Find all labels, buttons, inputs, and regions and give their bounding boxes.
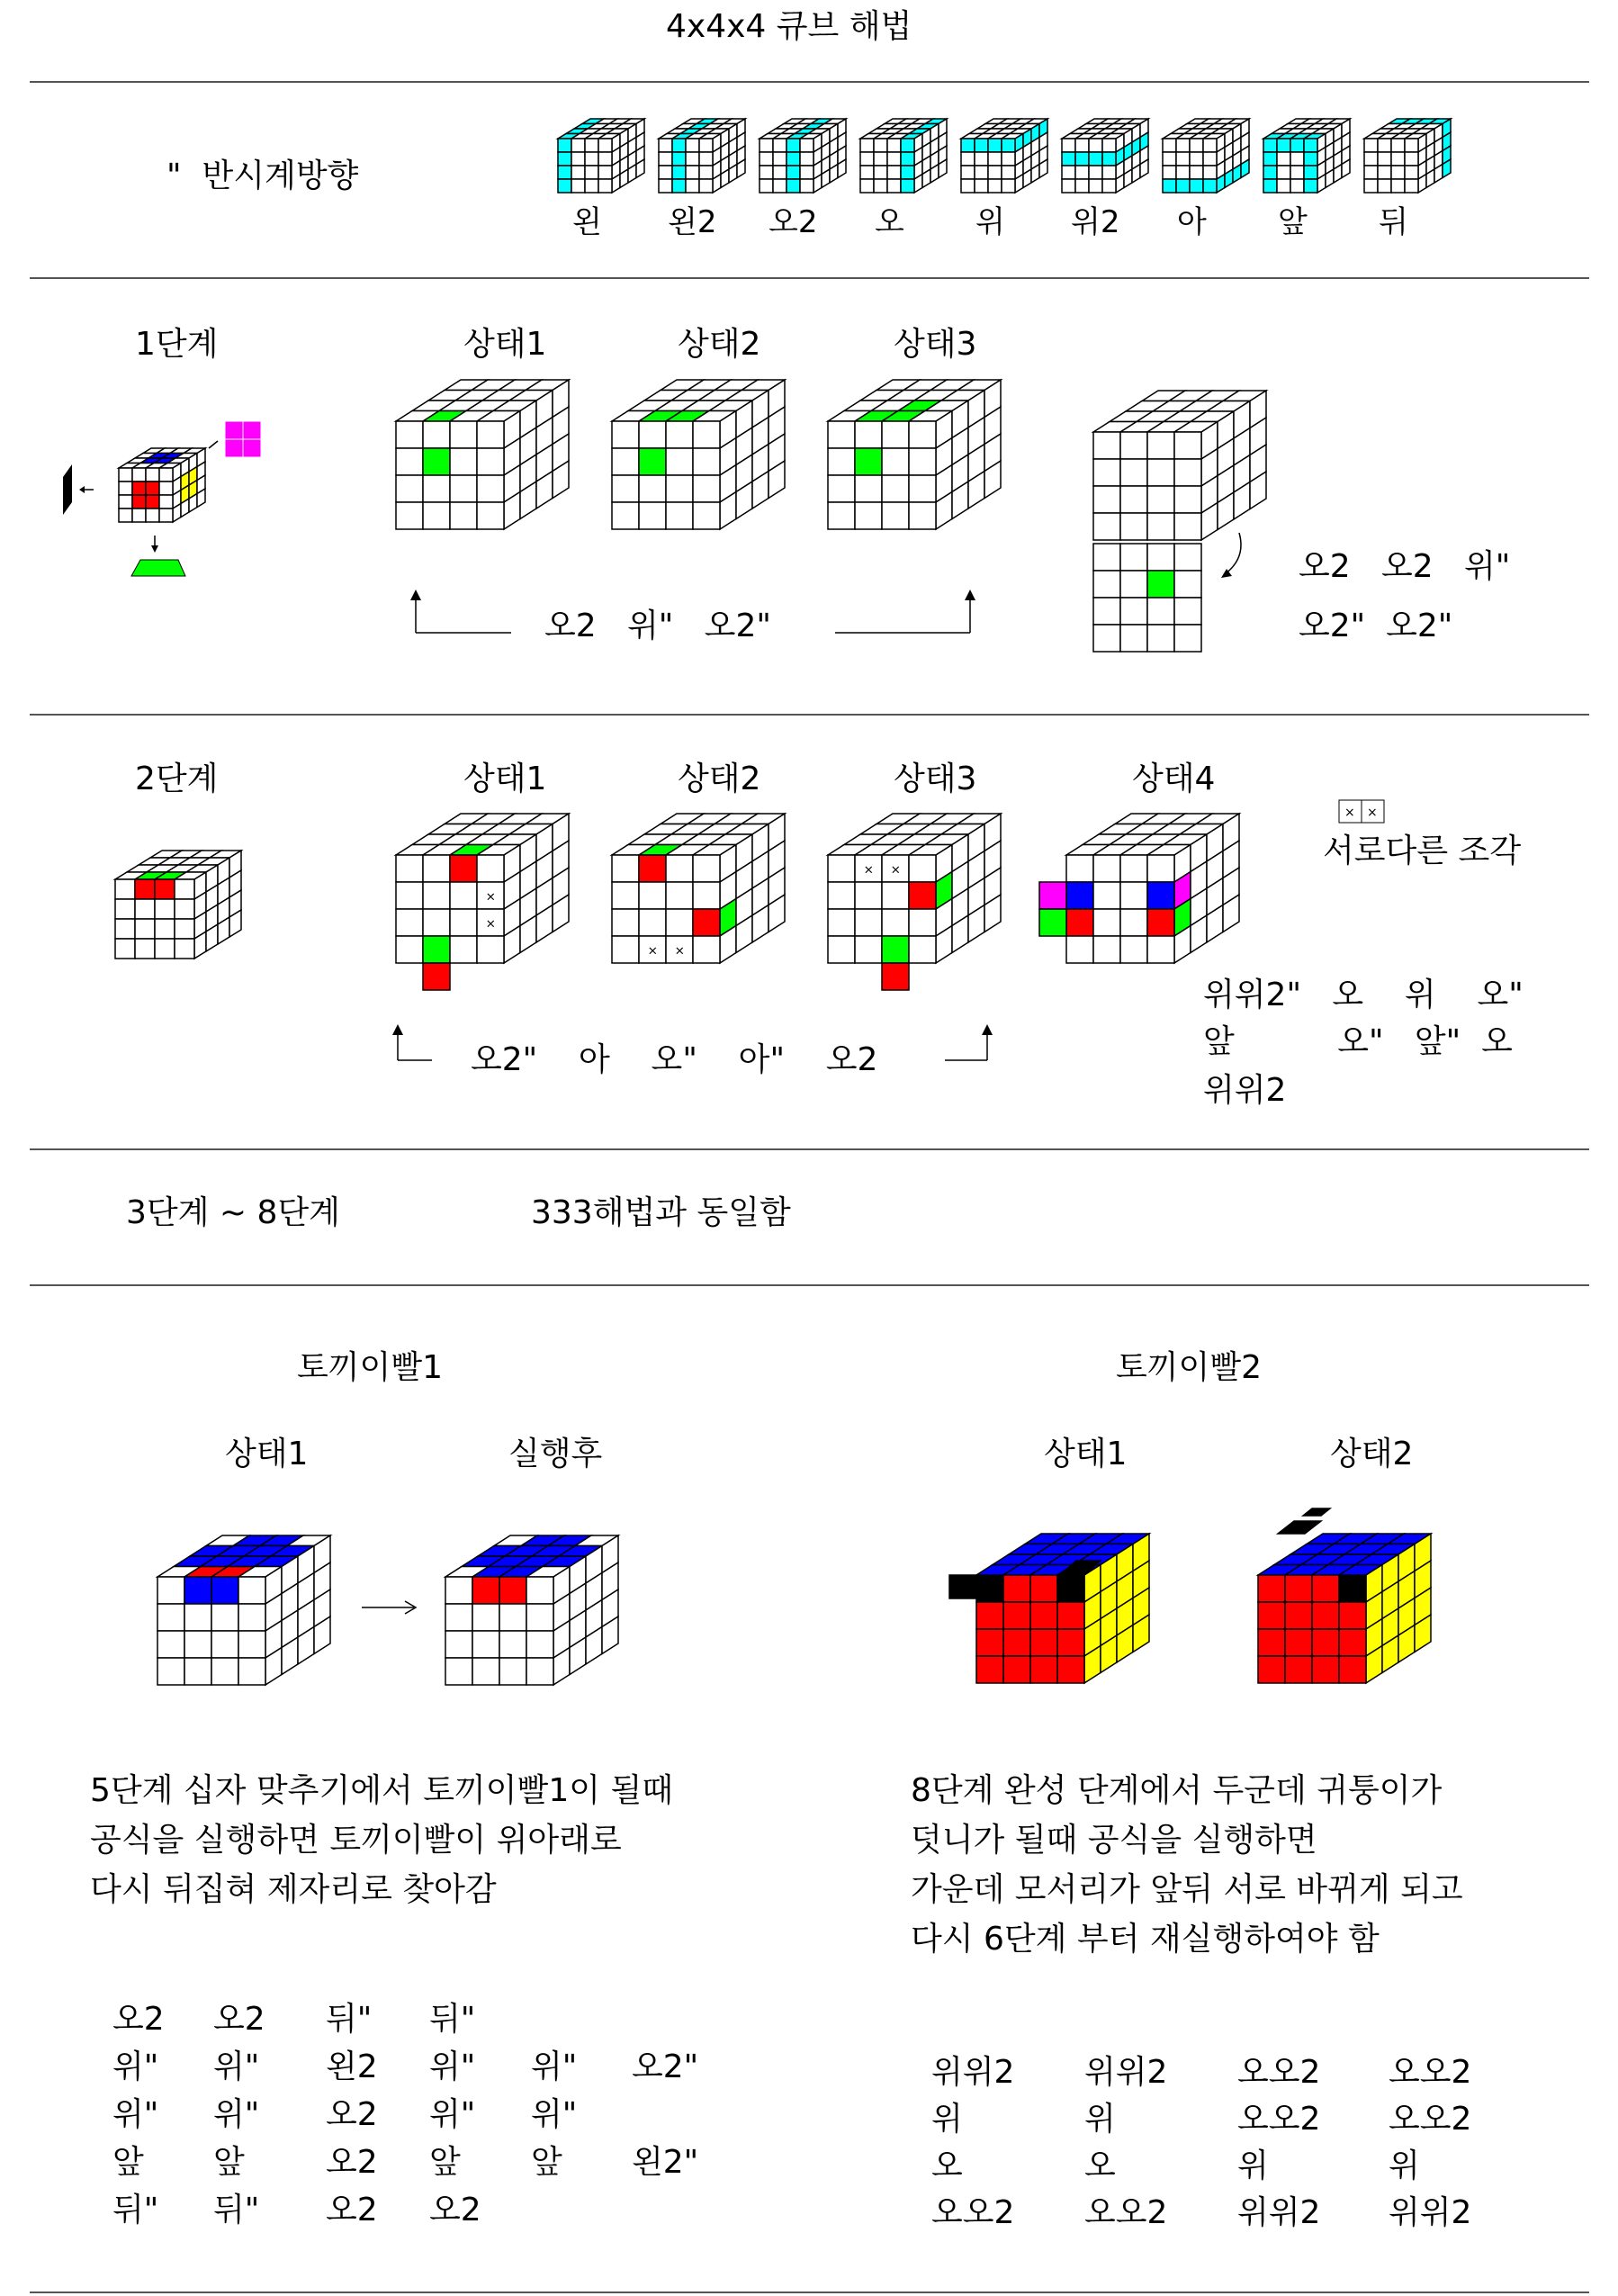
notation-cube-7	[1163, 115, 1253, 205]
notation-cube-6	[1062, 115, 1152, 205]
parity1-formula-cell: 왼2	[326, 2048, 378, 2085]
step2-state1-cube	[396, 810, 576, 1008]
parity1-desc-1: 5단계 십자 맞추기에서 토끼이빨1이 될때	[90, 1772, 673, 1809]
step1-state3-cube	[828, 376, 1008, 547]
notation-move-label: 뒤	[1379, 204, 1408, 240]
parity1-formula-cell: 뒤"	[326, 2001, 373, 2038]
parity2-title: 토끼이빨2	[1116, 1349, 1263, 1386]
step2-state2-cube	[612, 810, 792, 981]
parity1-arrow	[360, 1598, 423, 1616]
parity2-state2-label: 상태2	[1330, 1436, 1414, 1472]
page-title: 4x4x4 큐브 해법	[666, 8, 912, 45]
parity1-formula-cell: 앞	[429, 2144, 461, 2181]
divider	[30, 2291, 1589, 2293]
parity1-desc-2: 공식을 실행하면 토끼이빨이 위아래로	[90, 1822, 622, 1859]
step3to8-desc: 333해법과 동일함	[531, 1194, 791, 1231]
step1-curve-arrow	[1219, 531, 1255, 585]
step2-state2-label: 상태2	[678, 761, 761, 797]
parity1-formula-cell: 위"	[429, 2096, 476, 2133]
step1-state1-label: 상태1	[463, 326, 547, 363]
step1-state2-label: 상태2	[678, 326, 761, 363]
step2-state4-cube	[1039, 810, 1255, 981]
parity2-formula-cell: 오오2	[1237, 2054, 1321, 2091]
parity1-formula-cell: 위"	[531, 2048, 578, 2085]
step1-label: 1단계	[135, 326, 219, 363]
notation-cube-2	[659, 115, 749, 205]
notation-note: " 반시계방향	[166, 158, 359, 194]
notation-cube-8	[1263, 115, 1353, 205]
parity2-formula-cell: 위위2	[931, 2054, 1015, 2091]
svg-text:×: ×	[1367, 806, 1378, 820]
step1-formula-right-1: 오2 오2 위"	[1299, 548, 1511, 585]
step2-state3-label: 상태3	[894, 761, 977, 797]
parity1-formula-cell: 오2	[429, 2192, 481, 2228]
parity1-formula-cell: 오2	[112, 2001, 165, 2038]
parity2-formula-cell: 오오2	[1237, 2101, 1321, 2138]
notation-move-label: 위2	[1071, 204, 1120, 240]
parity2-formula-cell: 오오2	[1389, 2054, 1472, 2091]
parity1-formula-cell: 뒤"	[112, 2192, 159, 2228]
step1-diagram	[54, 396, 234, 603]
svg-text:×: ×	[890, 862, 901, 878]
parity2-formula-cell: 위	[931, 2101, 963, 2138]
parity2-formula-cell: 오	[931, 2147, 963, 2184]
step2-state3-cube	[828, 810, 1008, 1008]
svg-text:×: ×	[674, 943, 685, 959]
parity1-formula-cell: 오2	[326, 2192, 378, 2228]
parity1-formula-cell: 왼2"	[632, 2144, 699, 2181]
step1-state4-cube	[1093, 376, 1273, 655]
notation-cube-5	[961, 115, 1051, 205]
parity2-formula-cell: 오오2	[931, 2194, 1015, 2231]
parity1-formula-cell: 오2	[326, 2096, 378, 2133]
step2-state1-label: 상태1	[463, 761, 547, 797]
parity1-desc-3: 다시 뒤집혀 제자리로 찾아감	[90, 1871, 497, 1908]
notation-move-label: 오	[875, 204, 904, 240]
divider	[30, 1148, 1589, 1150]
svg-text:×: ×	[863, 862, 874, 878]
notation-move-label: 오2	[769, 204, 818, 240]
step2-diff-piece: 서로다른 조각	[1323, 833, 1522, 869]
diff-piece-icon	[1339, 799, 1393, 826]
parity2-state1-label: 상태1	[1044, 1436, 1128, 1472]
divider	[30, 81, 1589, 83]
parity2-formula-cell: 위	[1389, 2147, 1420, 2184]
parity2-formula-cell: 위위2	[1084, 2054, 1168, 2091]
parity1-formula-cell: 앞	[531, 2144, 562, 2181]
divider	[30, 277, 1589, 279]
step3to8-label: 3단계 ~ 8단계	[126, 1194, 340, 1231]
notation-move-label: 위	[975, 204, 1005, 240]
notation-move-label: 앞	[1278, 204, 1308, 240]
svg-text:×: ×	[1344, 806, 1355, 820]
parity2-desc-4: 다시 6단계 부터 재실행하여야 함	[911, 1921, 1380, 1958]
parity1-formula-cell: 뒤"	[429, 2001, 476, 2038]
parity1-formula-cell: 위"	[112, 2096, 159, 2133]
step1-formula-center: 오2 위" 오2"	[544, 608, 771, 644]
notation-cube-4	[860, 115, 950, 205]
parity1-formula-cell: 오2"	[632, 2048, 699, 2085]
parity1-formula-cell: 뒤"	[213, 2192, 260, 2228]
parity1-formula-cell: 오2	[213, 2001, 265, 2038]
step2-formula-right-2: 앞 오" 앞" 오	[1203, 1023, 1513, 1060]
svg-text:×: ×	[485, 889, 496, 905]
step1-state2-cube	[612, 376, 792, 547]
step2-mini-cube	[115, 842, 241, 968]
parity2-formula-cell: 위	[1084, 2101, 1116, 2138]
divider	[30, 714, 1589, 716]
step2-state4-label: 상태4	[1132, 761, 1216, 797]
parity1-title: 토끼이빨1	[297, 1349, 444, 1386]
parity2-formula-cell: 오오2	[1084, 2194, 1168, 2231]
step2-formula-bottom: 오2" 아 오" 아" 오2	[471, 1041, 878, 1078]
parity2-desc-1: 8단계 완성 단계에서 두군데 귀퉁이가	[911, 1772, 1443, 1809]
parity2-formula-cell: 오오2	[1389, 2101, 1472, 2138]
parity1-before-cube	[157, 1521, 337, 1692]
notation-cube-1	[558, 115, 648, 205]
parity1-formula-cell: 위"	[213, 2096, 260, 2133]
parity1-formula-cell: 위"	[213, 2048, 260, 2085]
notation-move-label: 아	[1177, 204, 1207, 240]
divider	[30, 1284, 1589, 1286]
parity1-formula-cell: 위"	[531, 2096, 578, 2133]
green-face-piece	[131, 560, 185, 576]
parity1-formula-cell: 앞	[112, 2144, 144, 2181]
parity2-formula-cell: 위위2	[1389, 2194, 1472, 2231]
step1-formula-right-2: 오2" 오2"	[1299, 608, 1453, 644]
parity2-desc-3: 가운데 모서리가 앞뒤 서로 바뀌게 되고	[911, 1871, 1463, 1908]
step2-formula-right-3: 위위2	[1203, 1072, 1287, 1109]
parity1-after-cube	[445, 1521, 625, 1692]
step2-formula-right-1: 위위2" 오 위 오"	[1203, 977, 1524, 1013]
parity2-state1-cube	[949, 1512, 1165, 1701]
parity2-state2-cube	[1258, 1503, 1465, 1701]
svg-text:×: ×	[485, 916, 496, 932]
notation-move-label: 왼	[572, 204, 602, 240]
parity1-formula-cell: 오2	[326, 2144, 378, 2181]
parity1-state-after: 실행후	[508, 1436, 603, 1472]
step2-label: 2단계	[135, 761, 219, 797]
parity2-formula-cell: 위위2	[1237, 2194, 1321, 2231]
step1-state1-cube	[396, 376, 576, 547]
parity1-formula-cell: 위"	[112, 2048, 159, 2085]
notation-cube-9	[1364, 115, 1454, 205]
parity2-formula-cell: 위	[1237, 2147, 1269, 2184]
parity1-state-before: 상태1	[225, 1436, 309, 1472]
magenta-face-piece	[225, 421, 261, 457]
svg-text:×: ×	[647, 943, 658, 959]
parity1-formula-cell: 위"	[429, 2048, 476, 2085]
parity1-formula-cell: 앞	[213, 2144, 245, 2181]
black-face-piece	[63, 464, 72, 515]
notation-cube-3	[760, 115, 849, 205]
notation-move-label: 왼2	[668, 204, 717, 240]
parity2-formula-cell: 오	[1084, 2147, 1116, 2184]
step1-state3-label: 상태3	[894, 326, 977, 363]
parity2-desc-2: 덧니가 될때 공식을 실행하면	[911, 1822, 1317, 1859]
